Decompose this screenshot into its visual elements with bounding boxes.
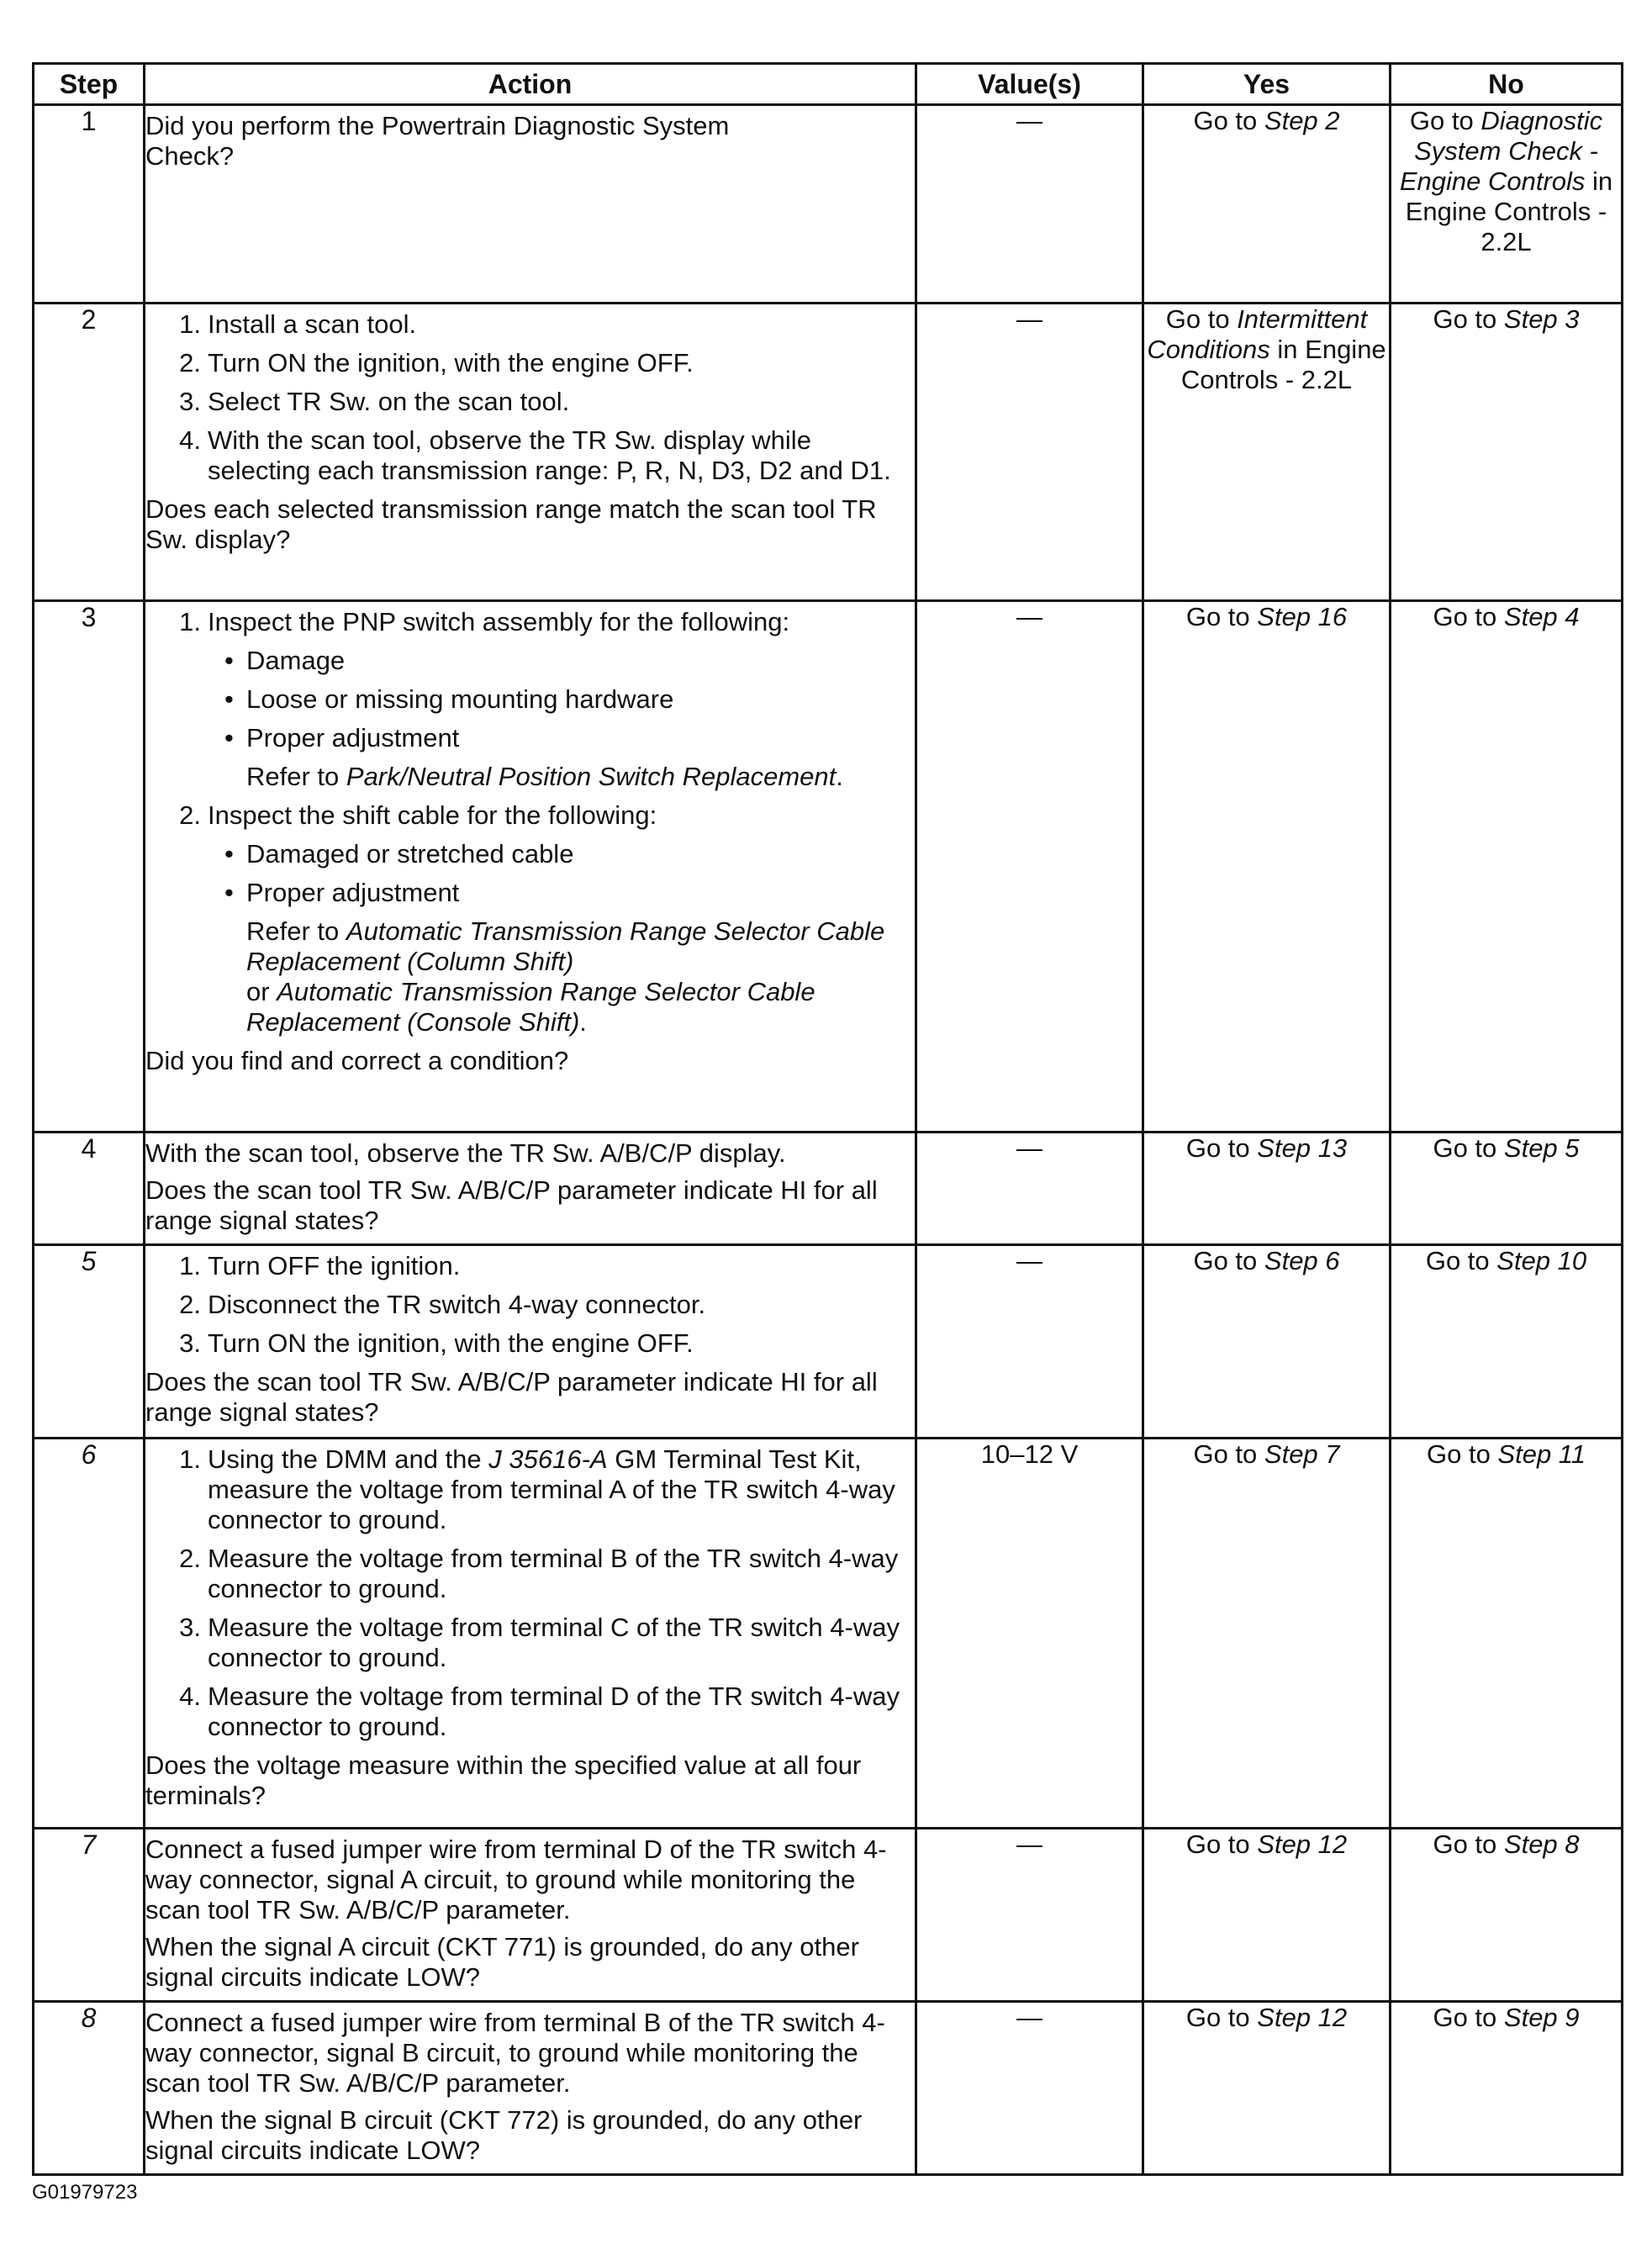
bullet-text: Proper adjustment [246,723,460,752]
no-prefix: Go to [1433,1133,1504,1163]
no-suffix: in Engine Controls - 2.2L [1405,166,1613,256]
no-cell [1391,1829,1623,2002]
no-cell [1391,1439,1623,1829]
yes-cell [1143,2002,1391,2175]
no-prefix: Go to [1433,602,1504,631]
item-text: With the scan tool, observe the TR Sw. display while selecting each transmission range: P, R, N, D3, D2 and D1. [208,425,891,485]
reference-suffix: . [836,762,843,791]
bullet-text: Loose or missing mounting hardware [246,684,674,714]
yes-step-link: Step 16 [1257,602,1348,631]
item-text: Disconnect the TR switch 4-way connector. [208,1290,706,1319]
item-text: Select TR Sw. on the scan tool. [208,387,570,416]
yes-cell [1143,1439,1391,1829]
yes-step-link: Step 12 [1257,2003,1348,2032]
action-question: Does the scan tool TR Sw. A/B/C/P parameter indicate HI for all range signal states? [145,1175,878,1235]
action-item [145,387,915,417]
action-item [145,425,915,486]
bullet-icon: • [224,646,234,675]
action-question: Does the voltage measure within the specified value at all four terminals? [145,1750,862,1810]
item-number: 3. [179,1328,201,1358]
item-text: Turn ON the ignition, with the engine OFF. [208,1328,694,1358]
value-cell: — [916,304,1143,601]
no-step-link: Step 4 [1503,602,1580,631]
action-text: With the scan tool, observe the TR Sw. A/B/C/P display. [145,1138,786,1168]
bullet-text: Proper adjustment [246,878,460,907]
value-cell: — [916,1132,1143,1245]
table-row [34,1829,1623,2002]
item-number: 4. [179,425,201,455]
table-row [34,304,1623,601]
action-item [145,1544,915,1604]
value-cell: — [916,2002,1143,2175]
reference-link: Automatic Transmission Range Selector Cable Replacement (Column Shift) [246,916,885,976]
action-item [145,1251,915,1281]
diagnostic-table [32,62,1623,2176]
item-text: Inspect the PNP switch assembly for the following: [208,607,790,636]
step-number [34,1829,145,2002]
action-item [145,607,915,637]
bullet-item [145,878,915,908]
header-yes: Yes [1143,64,1391,105]
action-cell [145,1245,916,1439]
action-cell [145,1829,916,2002]
action-cell [145,304,916,601]
action-cell [145,105,916,304]
item-number: 4. [179,1682,201,1711]
yes-prefix: Go to [1185,1133,1258,1163]
yes-cell [1143,105,1391,304]
item-text: Measure the voltage from terminal D of the TR switch 4-way connector to ground. [208,1682,900,1741]
table-row [34,105,1623,304]
reference-prefix: Refer to [246,762,346,791]
item-text: Install a scan tool. [208,309,417,339]
step-number: 3 [34,601,145,1132]
yes-step-link: Step 12 [1257,1829,1348,1859]
item-text: Turn ON the ignition, with the engine OFF. [208,348,694,378]
yes-prefix: Go to [1185,2003,1258,2032]
reference-note [145,762,915,792]
no-prefix: Go to [1426,1439,1498,1469]
bullet-item [145,684,915,715]
item-number: 1. [179,607,201,636]
bullet-icon: • [224,684,234,714]
action-question: Did you find and correct a condition? [145,1046,569,1075]
step-number [34,2002,145,2175]
action-question: Does the scan tool TR Sw. A/B/C/P parameter indicate HI for all range signal states? [145,1367,878,1427]
action-cell [145,2002,916,2175]
item-number: 1. [179,1444,201,1474]
reference-link: Park/Neutral Position Switch Replacement [346,762,837,791]
table-row [34,1439,1623,1829]
table-row [34,601,1623,1132]
value-cell: — [916,1829,1143,2002]
step-number-text: 5 [81,1246,97,1276]
yes-prefix: Go to [1193,106,1264,135]
step-number-text: 6 [81,1439,97,1470]
yes-prefix: Go to [1193,1439,1264,1469]
action-item [145,1290,915,1320]
bullet-item [145,723,915,753]
table-row [34,2002,1623,2175]
action-item [145,800,915,831]
yes-prefix: Go to [1165,304,1238,334]
step-number: 2 [34,304,145,601]
reference-link: Automatic Transmission Range Selector Cable Replacement (Console Shift) [246,977,815,1037]
yes-cell [1143,601,1391,1132]
value-cell: — [916,105,1143,304]
reference-or: or [246,977,277,1006]
yes-cell [1143,1245,1391,1439]
reference-suffix: . [579,1007,587,1037]
item-text: Using the DMM and the [208,1444,489,1474]
value-cell: — [916,601,1143,1132]
no-step-link: Step 11 [1497,1439,1586,1469]
header-values: Value(s) [916,64,1143,105]
bullet-icon: • [224,723,234,752]
yes-step-link: Step 13 [1257,1133,1348,1163]
no-cell [1391,1132,1623,1245]
action-item [145,1328,915,1359]
yes-prefix: Go to [1185,602,1258,631]
no-prefix: Go to [1409,106,1481,135]
yes-step-link: Step 2 [1264,106,1340,135]
no-step-link: Step 5 [1503,1133,1580,1163]
action-text: Connect a fused jumper wire from terminal B of the TR switch 4-way connector, signal B circuit, to ground while monitoring the scan tool TR Sw. A/B/C/P parameter. [145,2008,885,2098]
action-item [145,309,915,340]
yes-step-link: Step 6 [1264,1246,1340,1275]
yes-prefix: Go to [1193,1246,1264,1275]
reference-note [145,916,915,1037]
item-number: 3. [179,1613,201,1642]
no-procedure-link: Diagnostic System Check - Engine Controls [1399,106,1603,196]
bullet-item [145,839,915,869]
bullet-text: Damaged or stretched cable [246,839,574,869]
action-cell [145,601,916,1132]
item-text: GM Terminal Test Kit, measure the voltage from terminal A of the TR switch 4-way connector to ground. [208,1444,895,1534]
no-step-link: Step 9 [1503,2003,1580,2032]
no-prefix: Go to [1433,2003,1504,2032]
item-text: Measure the voltage from terminal C of the TR switch 4-way connector to ground. [208,1613,900,1672]
yes-cell [1143,304,1391,601]
header-row [34,64,1623,105]
action-question: Does each selected transmission range match the scan tool TR Sw. display? [145,494,877,554]
figure-code: G01979723 [32,2181,138,2204]
yes-cell [1143,1829,1391,2002]
reference-prefix: Refer to [246,916,346,946]
no-step-link: Step 3 [1503,304,1580,334]
action-item [145,1682,915,1742]
item-number: 1. [179,309,201,339]
no-cell [1391,601,1623,1132]
step-number: 1 [34,105,145,304]
yes-step-link: Step 7 [1264,1439,1340,1469]
item-text: Inspect the shift cable for the following: [208,800,657,830]
header-no: No [1391,64,1623,105]
step-number [34,1245,145,1439]
action-cell [145,1439,916,1829]
bullet-item [145,646,915,676]
value-cell: 10–12 V [916,1439,1143,1829]
action-item [145,1444,915,1535]
tool-reference: J 35616-A [488,1444,608,1474]
table-row [34,1245,1623,1439]
header-action: Action [145,64,916,105]
bullet-icon: • [224,839,234,869]
no-step-link: Step 10 [1496,1246,1587,1275]
action-item [145,1613,915,1673]
action-question: Did you perform the Powertrain Diagnostic System Check? [145,111,730,171]
action-question: When the signal B circuit (CKT 772) is grounded, do any other signal circuits indicate LOW? [145,2105,863,2165]
step-number-text: 8 [81,2003,97,2033]
step-number: 4 [34,1132,145,1245]
item-number: 2. [179,1290,201,1319]
no-cell [1391,105,1623,304]
item-text: Measure the voltage from terminal B of the TR switch 4-way connector to ground. [208,1544,899,1603]
item-number: 3. [179,387,201,416]
value-cell: — [916,1245,1143,1439]
item-number: 2. [179,1544,201,1573]
no-cell [1391,2002,1623,2175]
no-step-link: Step 8 [1503,1829,1580,1859]
step-number-text: 7 [81,1829,97,1860]
no-prefix: Go to [1425,1246,1497,1275]
no-prefix: Go to [1433,304,1504,334]
yes-cell [1143,1132,1391,1245]
no-prefix: Go to [1433,1829,1504,1859]
item-number: 2. [179,348,201,378]
action-question: When the signal A circuit (CKT 771) is grounded, do any other signal circuits indicate LOW? [145,1932,859,1992]
step-number [34,1439,145,1829]
yes-procedure-link: Intermittent Conditions [1147,304,1368,364]
table-row [34,1132,1623,1245]
bullet-text: Damage [246,646,346,675]
item-number: 2. [179,800,201,830]
yes-prefix: Go to [1185,1829,1258,1859]
item-text: Turn OFF the ignition. [208,1251,461,1280]
action-text: Connect a fused jumper wire from terminal D of the TR switch 4-way connector, signal A circuit, to ground while monitoring the scan tool TR Sw. A/B/C/P parameter. [145,1835,887,1924]
action-item [145,348,915,378]
bullet-icon: • [224,878,234,907]
item-number: 1. [179,1251,201,1280]
yes-suffix: in Engine Controls - 2.2L [1180,335,1386,394]
action-cell [145,1132,916,1245]
header-step: Step [34,64,145,105]
no-cell [1391,304,1623,601]
no-cell [1391,1245,1623,1439]
